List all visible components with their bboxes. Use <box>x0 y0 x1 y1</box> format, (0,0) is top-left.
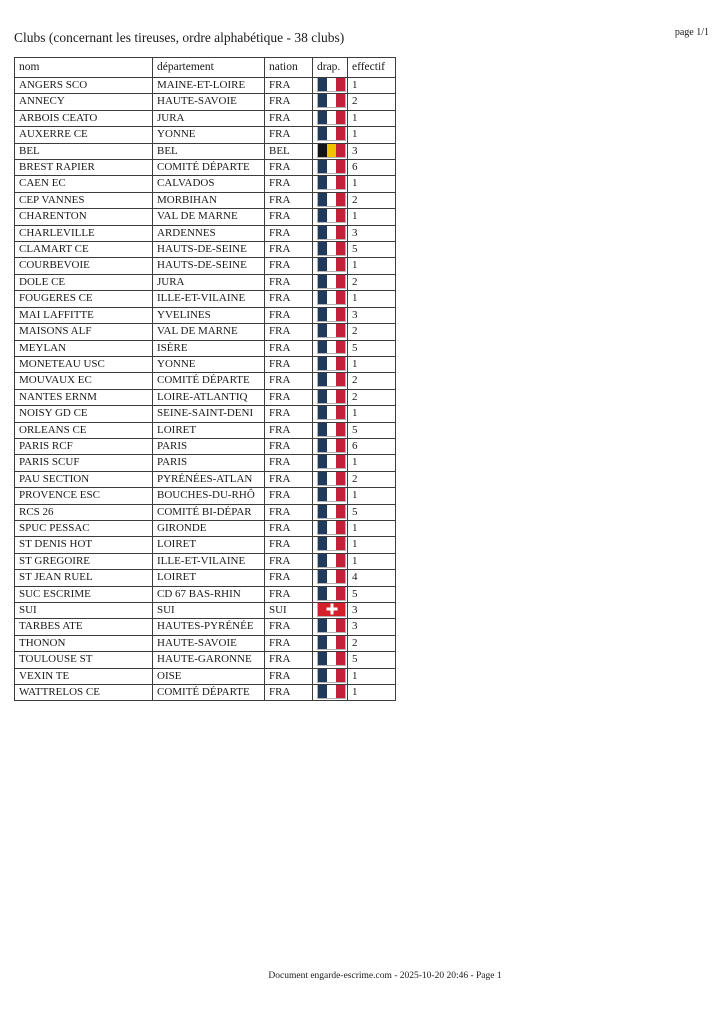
flag-cell <box>313 455 348 471</box>
nation-cell: BEL <box>265 143 313 159</box>
departement-cell: LOIRET <box>153 422 265 438</box>
fra-flag-icon <box>317 520 346 534</box>
fra-flag-icon <box>317 438 346 452</box>
table-row <box>15 192 396 208</box>
table-row <box>15 652 396 668</box>
club-name-cell: ST JEAN RUEL <box>15 570 153 586</box>
departement-cell: COMITÉ DÉPARTE <box>153 160 265 176</box>
departement-cell: ILLE-ET-VILAINE <box>153 291 265 307</box>
flag-cell <box>313 192 348 208</box>
effectif-cell: 1 <box>348 110 396 126</box>
fra-flag-icon <box>317 258 346 272</box>
flag-cell <box>313 488 348 504</box>
effectif-cell: 2 <box>348 94 396 110</box>
table-row <box>15 160 396 176</box>
club-name-cell: PROVENCE ESC <box>15 488 153 504</box>
fra-flag-icon <box>317 488 346 502</box>
fra-flag-icon <box>317 635 346 649</box>
table-row <box>15 274 396 290</box>
flag-cell <box>313 668 348 684</box>
fra-flag-icon <box>317 160 346 174</box>
nation-cell: FRA <box>265 78 313 94</box>
effectif-cell: 4 <box>348 570 396 586</box>
nation-cell: FRA <box>265 94 313 110</box>
table-row <box>15 635 396 651</box>
header-row <box>15 58 396 78</box>
nation-cell: FRA <box>265 553 313 569</box>
effectif-cell: 1 <box>348 291 396 307</box>
nation-cell: SUI <box>265 603 313 619</box>
departement-cell: CALVADOS <box>153 176 265 192</box>
nation-cell: FRA <box>265 537 313 553</box>
club-name-cell: NOISY GD CE <box>15 406 153 422</box>
effectif-cell: 1 <box>348 520 396 536</box>
table-row <box>15 143 396 159</box>
flag-cell <box>313 176 348 192</box>
club-name-cell: CHARLEVILLE <box>15 225 153 241</box>
flag-cell <box>313 635 348 651</box>
departement-cell: SEINE-SAINT-DENI <box>153 406 265 422</box>
club-name-cell: CAEN EC <box>15 176 153 192</box>
club-name-cell: MOUVAUX EC <box>15 373 153 389</box>
flag-cell <box>313 78 348 94</box>
nation-cell: FRA <box>265 160 313 176</box>
nation-cell: FRA <box>265 438 313 454</box>
flag-cell <box>313 685 348 701</box>
departement-cell: YONNE <box>153 127 265 143</box>
nation-cell: FRA <box>265 110 313 126</box>
effectif-cell: 1 <box>348 455 396 471</box>
club-name-cell: DOLE CE <box>15 274 153 290</box>
effectif-cell: 5 <box>348 242 396 258</box>
table-row <box>15 94 396 110</box>
nation-cell: FRA <box>265 356 313 372</box>
club-name-cell: TOULOUSE ST <box>15 652 153 668</box>
flag-cell <box>313 110 348 126</box>
nation-cell: FRA <box>265 668 313 684</box>
departement-cell: YVELINES <box>153 307 265 323</box>
departement-cell: PARIS <box>153 455 265 471</box>
effectif-cell: 1 <box>348 553 396 569</box>
departement-cell: MORBIHAN <box>153 192 265 208</box>
table-row <box>15 127 396 143</box>
flag-cell <box>313 422 348 438</box>
departement-cell: BEL <box>153 143 265 159</box>
table-row <box>15 291 396 307</box>
flag-cell <box>313 619 348 635</box>
departement-cell: ILLE-ET-VILAINE <box>153 553 265 569</box>
effectif-cell: 2 <box>348 635 396 651</box>
departement-cell: PARIS <box>153 438 265 454</box>
fra-flag-icon <box>317 406 346 420</box>
table-row <box>15 406 396 422</box>
fra-flag-icon <box>317 422 346 436</box>
fra-flag-icon <box>317 504 346 518</box>
fra-flag-icon <box>317 668 346 682</box>
flag-cell <box>313 274 348 290</box>
club-name-cell: SPUC PESSAC <box>15 520 153 536</box>
flag-cell <box>313 603 348 619</box>
table-row <box>15 340 396 356</box>
fra-flag-icon <box>317 209 346 223</box>
flag-cell <box>313 225 348 241</box>
bel-flag-icon <box>317 143 346 157</box>
flag-cell <box>313 143 348 159</box>
flag-cell <box>313 127 348 143</box>
fra-flag-icon <box>317 586 346 600</box>
flag-cell <box>313 307 348 323</box>
fra-flag-icon <box>317 110 346 124</box>
departement-cell: JURA <box>153 110 265 126</box>
table-row <box>15 324 396 340</box>
departement-cell: YONNE <box>153 356 265 372</box>
nation-cell: FRA <box>265 127 313 143</box>
departement-cell: JURA <box>153 274 265 290</box>
club-name-cell: PARIS RCF <box>15 438 153 454</box>
club-name-cell: CEP VANNES <box>15 192 153 208</box>
nation-cell: FRA <box>265 242 313 258</box>
club-name-cell: ST DENIS HOT <box>15 537 153 553</box>
table-row <box>15 422 396 438</box>
fra-flag-icon <box>317 78 346 92</box>
table-row <box>15 242 396 258</box>
effectif-cell: 2 <box>348 471 396 487</box>
club-name-cell: MONETEAU USC <box>15 356 153 372</box>
flag-cell <box>313 324 348 340</box>
departement-cell: GIRONDE <box>153 520 265 536</box>
table-row <box>15 373 396 389</box>
flag-cell <box>313 537 348 553</box>
flag-cell <box>313 356 348 372</box>
club-name-cell: CLAMART CE <box>15 242 153 258</box>
header-departement: département <box>153 58 265 78</box>
club-name-cell: MEYLAN <box>15 340 153 356</box>
effectif-cell: 1 <box>348 78 396 94</box>
fra-flag-icon <box>317 225 346 239</box>
effectif-cell: 6 <box>348 438 396 454</box>
nation-cell: FRA <box>265 324 313 340</box>
flag-cell <box>313 209 348 225</box>
nation-cell: FRA <box>265 192 313 208</box>
clubs-table-body <box>15 78 396 701</box>
table-row <box>15 307 396 323</box>
departement-cell: HAUTS-DE-SEINE <box>153 242 265 258</box>
fra-flag-icon <box>317 652 346 666</box>
club-name-cell: BREST RAPIER <box>15 160 153 176</box>
club-name-cell: MAISONS ALF <box>15 324 153 340</box>
effectif-cell: 1 <box>348 668 396 684</box>
departement-cell: PYRÉNÉES-ATLAN <box>153 471 265 487</box>
effectif-cell: 6 <box>348 160 396 176</box>
flag-cell <box>313 258 348 274</box>
departement-cell: LOIRET <box>153 537 265 553</box>
fra-flag-icon <box>317 685 346 699</box>
effectif-cell: 5 <box>348 652 396 668</box>
effectif-cell: 2 <box>348 373 396 389</box>
nation-cell: FRA <box>265 389 313 405</box>
effectif-cell: 2 <box>348 324 396 340</box>
table-row <box>15 520 396 536</box>
fra-flag-icon <box>317 307 346 321</box>
flag-cell <box>313 389 348 405</box>
sui-flag-icon <box>317 603 346 617</box>
departement-cell: VAL DE MARNE <box>153 324 265 340</box>
fra-flag-icon <box>317 291 346 305</box>
flag-cell <box>313 570 348 586</box>
departement-cell: HAUTS-DE-SEINE <box>153 258 265 274</box>
fra-flag-icon <box>317 389 346 403</box>
effectif-cell: 2 <box>348 274 396 290</box>
table-row <box>15 209 396 225</box>
departement-cell: SUI <box>153 603 265 619</box>
flag-cell <box>313 94 348 110</box>
flag-cell <box>313 438 348 454</box>
table-row <box>15 504 396 520</box>
effectif-cell: 3 <box>348 143 396 159</box>
club-name-cell: RCS 26 <box>15 504 153 520</box>
nation-cell: FRA <box>265 570 313 586</box>
club-name-cell: VEXIN TE <box>15 668 153 684</box>
fra-flag-icon <box>317 340 346 354</box>
header-effectif: effectif <box>348 58 396 78</box>
departement-cell: HAUTE-SAVOIE <box>153 94 265 110</box>
table-row <box>15 570 396 586</box>
flag-cell <box>313 553 348 569</box>
flag-cell <box>313 471 348 487</box>
fra-flag-icon <box>317 274 346 288</box>
club-name-cell: ORLEANS CE <box>15 422 153 438</box>
table-row <box>15 110 396 126</box>
club-name-cell: SUC ESCRIME <box>15 586 153 602</box>
fra-flag-icon <box>317 553 346 567</box>
club-name-cell: CHARENTON <box>15 209 153 225</box>
effectif-cell: 1 <box>348 209 396 225</box>
nation-cell: FRA <box>265 340 313 356</box>
effectif-cell: 1 <box>348 356 396 372</box>
header-drapeau: drap. <box>313 58 348 78</box>
flag-cell <box>313 373 348 389</box>
club-name-cell: WATTRELOS CE <box>15 685 153 701</box>
effectif-cell: 3 <box>348 225 396 241</box>
departement-cell: MAINE-ET-LOIRE <box>153 78 265 94</box>
effectif-cell: 1 <box>348 258 396 274</box>
table-row <box>15 537 396 553</box>
flag-cell <box>313 520 348 536</box>
fra-flag-icon <box>317 455 346 469</box>
table-row <box>15 471 396 487</box>
club-name-cell: FOUGERES CE <box>15 291 153 307</box>
flag-cell <box>313 340 348 356</box>
effectif-cell: 1 <box>348 127 396 143</box>
effectif-cell: 2 <box>348 192 396 208</box>
fra-flag-icon <box>317 127 346 141</box>
club-name-cell: TARBES ATE <box>15 619 153 635</box>
table-row <box>15 389 396 405</box>
departement-cell: HAUTE-SAVOIE <box>153 635 265 651</box>
effectif-cell: 5 <box>348 422 396 438</box>
departement-cell: COMITÉ DÉPARTE <box>153 373 265 389</box>
footer-text: Document engarde-escrime.com - 2025-10-20 20:46 - Page 1 <box>268 971 502 981</box>
fra-flag-icon <box>317 537 346 551</box>
nation-cell: FRA <box>265 406 313 422</box>
departement-cell: BOUCHES-DU-RHÔ <box>153 488 265 504</box>
table-row <box>15 488 396 504</box>
flag-cell <box>313 160 348 176</box>
effectif-cell: 3 <box>348 603 396 619</box>
club-name-cell: ANNECY <box>15 94 153 110</box>
table-row <box>15 258 396 274</box>
departement-cell: ARDENNES <box>153 225 265 241</box>
table-row <box>15 78 396 94</box>
departement-cell: COMITÉ DÉPARTE <box>153 685 265 701</box>
effectif-cell: 1 <box>348 488 396 504</box>
nation-cell: FRA <box>265 635 313 651</box>
club-name-cell: SUI <box>15 603 153 619</box>
page-title: Clubs (concernant les tireuses, ordre alphabétique - 38 clubs) <box>14 30 345 45</box>
departement-cell: HAUTE-GARONNE <box>153 652 265 668</box>
table-row <box>15 176 396 192</box>
flag-cell <box>313 504 348 520</box>
nation-cell: FRA <box>265 258 313 274</box>
flag-cell <box>313 242 348 258</box>
effectif-cell: 1 <box>348 176 396 192</box>
nation-cell: FRA <box>265 274 313 290</box>
table-row <box>15 553 396 569</box>
table-row <box>15 619 396 635</box>
effectif-cell: 1 <box>348 685 396 701</box>
table-row <box>15 685 396 701</box>
nation-cell: FRA <box>265 176 313 192</box>
effectif-cell: 1 <box>348 406 396 422</box>
nation-cell: FRA <box>265 373 313 389</box>
club-name-cell: ARBOIS CEATO <box>15 110 153 126</box>
table-row <box>15 668 396 684</box>
departement-cell: VAL DE MARNE <box>153 209 265 225</box>
effectif-cell: 2 <box>348 389 396 405</box>
nation-cell: FRA <box>265 504 313 520</box>
effectif-cell: 3 <box>348 619 396 635</box>
effectif-cell: 3 <box>348 307 396 323</box>
table-row <box>15 455 396 471</box>
fra-flag-icon <box>317 471 346 485</box>
nation-cell: FRA <box>265 455 313 471</box>
departement-cell: LOIRE-ATLANTIQ <box>153 389 265 405</box>
nation-cell: FRA <box>265 291 313 307</box>
nation-cell: FRA <box>265 307 313 323</box>
nation-cell: FRA <box>265 619 313 635</box>
departement-cell: ISÈRE <box>153 340 265 356</box>
table-row <box>15 438 396 454</box>
flag-cell <box>313 406 348 422</box>
flag-cell <box>313 586 348 602</box>
nation-cell: FRA <box>265 209 313 225</box>
nation-cell: FRA <box>265 422 313 438</box>
effectif-cell: 5 <box>348 504 396 520</box>
club-name-cell: MAI LAFFITTE <box>15 307 153 323</box>
nation-cell: FRA <box>265 520 313 536</box>
club-name-cell: AUXERRE CE <box>15 127 153 143</box>
nation-cell: FRA <box>265 685 313 701</box>
fra-flag-icon <box>317 242 346 256</box>
club-name-cell: PARIS SCUF <box>15 455 153 471</box>
effectif-cell: 5 <box>348 340 396 356</box>
effectif-cell: 5 <box>348 586 396 602</box>
club-name-cell: ANGERS SCO <box>15 78 153 94</box>
effectif-cell: 1 <box>348 537 396 553</box>
club-name-cell: ST GREGOIRE <box>15 553 153 569</box>
club-name-cell: COURBEVOIE <box>15 258 153 274</box>
fra-flag-icon <box>317 94 346 108</box>
departement-cell: OISE <box>153 668 265 684</box>
club-name-cell: BEL <box>15 143 153 159</box>
nation-cell: FRA <box>265 652 313 668</box>
fra-flag-icon <box>317 176 346 190</box>
club-name-cell: THONON <box>15 635 153 651</box>
table-row <box>15 356 396 372</box>
departement-cell: COMITÉ BI-DÉPAR <box>153 504 265 520</box>
table-row <box>15 586 396 602</box>
clubs-table-header <box>15 58 396 78</box>
nation-cell: FRA <box>265 586 313 602</box>
header-nom: nom <box>15 58 153 78</box>
fra-flag-icon <box>317 570 346 584</box>
departement-cell: LOIRET <box>153 570 265 586</box>
flag-cell <box>313 291 348 307</box>
nation-cell: FRA <box>265 471 313 487</box>
nation-cell: FRA <box>265 225 313 241</box>
departement-cell: CD 67 BAS-RHIN <box>153 586 265 602</box>
fra-flag-icon <box>317 192 346 206</box>
table-row <box>15 225 396 241</box>
club-name-cell: NANTES ERNM <box>15 389 153 405</box>
club-name-cell: PAU SECTION <box>15 471 153 487</box>
clubs-table <box>14 57 396 701</box>
fra-flag-icon <box>317 619 346 633</box>
page-indicator: page 1/1 <box>674 27 709 38</box>
table-row <box>15 603 396 619</box>
flag-cell <box>313 652 348 668</box>
fra-flag-icon <box>317 324 346 338</box>
header-nation: nation <box>265 58 313 78</box>
departement-cell: HAUTES-PYRÉNÉE <box>153 619 265 635</box>
nation-cell: FRA <box>265 488 313 504</box>
fra-flag-icon <box>317 356 346 370</box>
fra-flag-icon <box>317 373 346 387</box>
